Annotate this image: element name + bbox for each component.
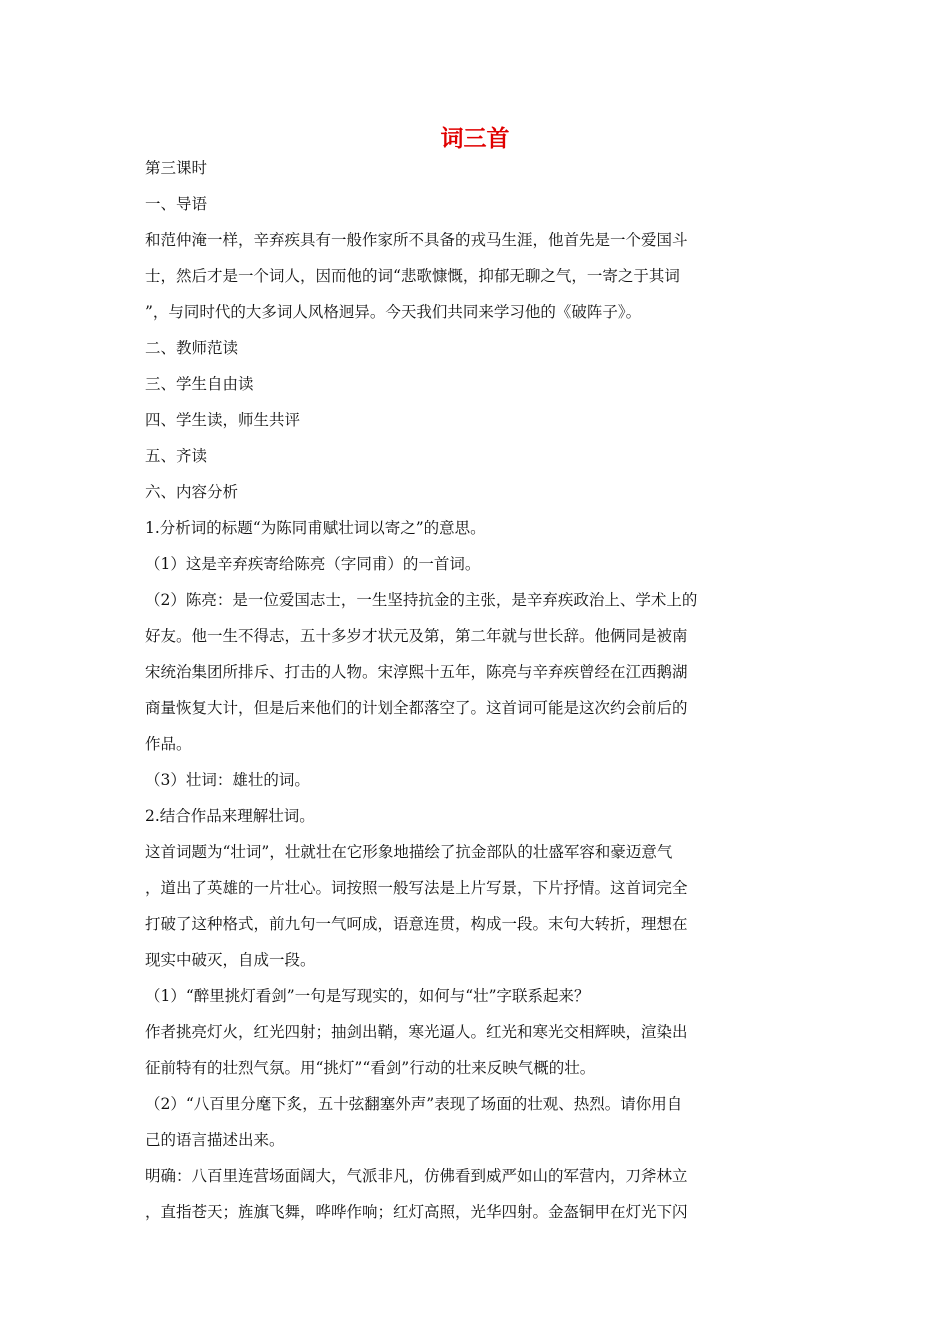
text-line: 己的语言描述出来。 (145, 1131, 285, 1149)
text-line: 三、学生自由读 (145, 375, 254, 393)
text-line: 作者挑亮灯火，红光四射；抽剑出鞘，寒光逼人。红光和寒光交相辉映，渲染出 (145, 1023, 688, 1041)
text-line: （3）壮词：雄壮的词。 (145, 771, 310, 789)
text-line: 作品。 (145, 735, 192, 753)
text-line: （1）“醉里挑灯看剑”一句是写现实的，如何与“壮”字联系起来？ (145, 987, 590, 1005)
text-line: 第三课时 (145, 159, 208, 177)
text-line: 一、导语 (145, 195, 208, 213)
document-title: 词三首 (440, 126, 510, 152)
text-line: （2）“八百里分麾下炙，五十弦翻塞外声”表现了场面的壮观、热烈。请你用自 (145, 1095, 683, 1113)
text-line: 明确：八百里连营场面阔大，气派非凡，仿佛看到威严如山的军营内，刀斧林立 (145, 1167, 688, 1185)
text-line: 商量恢复大计，但是后来他们的计划全都落空了。这首词可能是这次约会前后的 (145, 699, 688, 717)
text-line: 好友。他一生不得志，五十多岁才状元及第，第二年就与世长辞。他俩同是被南 (145, 627, 688, 645)
text-line: 打破了这种格式，前九句一气呵成，语意连贯，构成一段。末句大转折，理想在 (145, 915, 688, 933)
text-line: 2.结合作品来理解壮词。 (145, 807, 315, 825)
text-line: 征前特有的壮烈气氛。用“挑灯”“看剑”行动的壮来反映气概的壮。 (145, 1059, 596, 1077)
text-line: 现实中破灭，自成一段。 (145, 951, 316, 969)
text-line: ，道出了英雄的一片壮心。词按照一般写法是上片写景，下片抒情。这首词完全 (145, 879, 688, 897)
text-line: ”，与同时代的大多词人风格迥异。今天我们共同来学习他的《破阵子》。 (145, 303, 642, 321)
text-line: 宋统治集团所排斥、打击的人物。宋淳熙十五年，陈亮与辛弃疾曾经在江西鹅湖 (145, 663, 688, 681)
text-line: 1.分析词的标题“为陈同甫赋壮词以寄之”的意思。 (145, 519, 486, 537)
text-line: 士，然后才是一个词人，因而他的词“悲歌慷慨，抑郁无聊之气，一寄之于其词 (145, 267, 680, 285)
text-line: 二、教师范读 (145, 339, 239, 357)
text-line: 这首词题为“壮词”，壮就壮在它形象地描绘了抗金部队的壮盛军容和豪迈意气 (145, 843, 673, 861)
text-line: ，直指苍天；旌旗飞舞，哗哗作响；红灯高照，光华四射。金盔铜甲在灯光下闪 (145, 1203, 688, 1221)
text-line: 六、内容分析 (145, 483, 239, 501)
text-line: （1）这是辛弃疾寄给陈亮（字同甫）的一首词。 (145, 555, 481, 573)
text-line: 四、学生读，师生共评 (145, 411, 301, 429)
text-line: 五、齐读 (145, 447, 208, 465)
text-line: 和范仲淹一样，辛弃疾具有一般作家所不具备的戎马生涯，他首先是一个爱国斗 (145, 231, 688, 249)
document-body (145, 150, 805, 1230)
text-line: （2）陈亮：是一位爱国志士，一生坚持抗金的主张，是辛弃疾政治上、学术上的 (145, 591, 698, 609)
